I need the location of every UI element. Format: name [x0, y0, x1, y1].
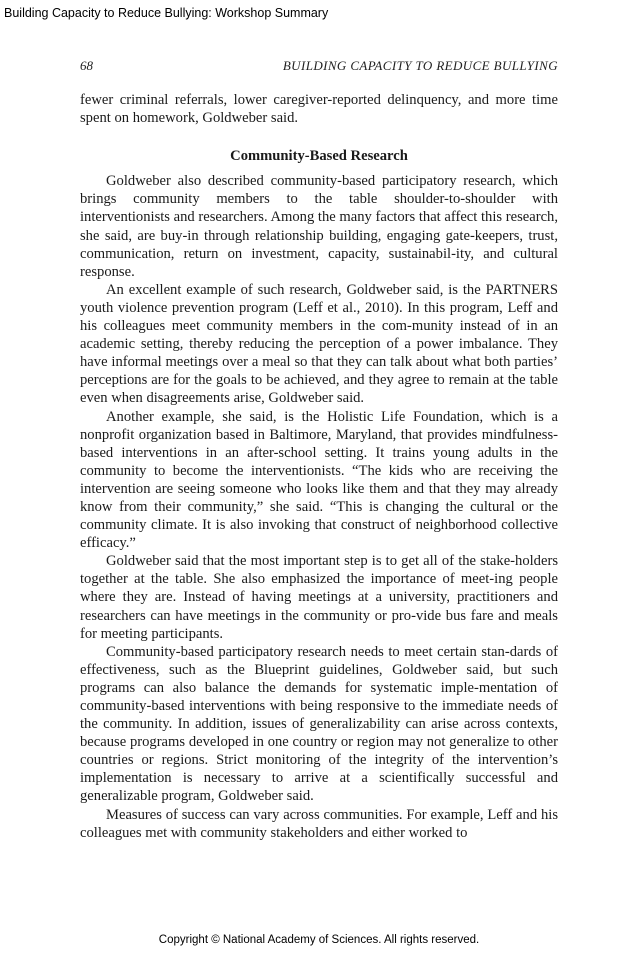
- running-head: [80, 58, 558, 76]
- section-heading: Community-Based Research: [230, 148, 408, 165]
- running-head-title: BUILDING CAPACITY TO REDUCE BULLYING: [282, 58, 558, 73]
- page-body: [80, 91, 558, 842]
- body-paragraph: Another example, she said, is the Holistic Life Foundation, which is a nonprofit organization based in Baltimore, Maryland, that provides mindfulness-based interventions in an after-school setting. It trains young adults in the community to become the interventionists. “The kids who are receiving the intervention are seeing someone who looks like them and that they may already know from their community,” she said. “This is changing the cultural or the community climate. It is also invoking that construct of neighborhood collective efficacy.”: [80, 408, 558, 552]
- body-paragraph: Goldweber also described community-based participatory research, which brings community members to the table shoulder-to-shoulder with interventionists and researchers. Among the many factors that affect this research, she said, are buy-in through relationship building, engaging gate-keepers, trust, communication, return on investment, capacity, sustainabil-ity, and cultural response.: [80, 173, 558, 280]
- body-paragraph: Goldweber said that the most important step is to get all of the stake-holders together at the table. She also emphasized the importance of meet-ing people where they are. Instead of having meetings at a university, practitioners and researchers can have meetings in the community or pro-vide bus fare and meals for meeting participants.: [80, 553, 558, 642]
- body-paragraph: An excellent example of such research, Goldweber said, is the PARTNERS youth violence prevention program (Leff et al., 2010). In this program, Leff and his colleagues meet community members in the com-munity instead of in an academic setting, thereby reducing the perception of a power imbalance. They have informal meetings over a meal so that they can talk about what both parties’ perceptions are for the goals to be achieved, and they agree to remain at the table even when disagreements arise, Goldweber said.: [80, 281, 558, 407]
- page-number: 68: [80, 58, 93, 73]
- body-paragraph: Community-based participatory research needs to meet certain stan-dards of effectiveness, such as the Blueprint guidelines, Goldweber said, but such programs can also balance the demands for systematic imple-mentation of community-based interventions with being responsive to the immediate needs of the community. In addition, issues of generalizability can arise across contexts, because programs developed in one country or region may not generalize to other countries or regions. Strict monitoring of the integrity of the intervention’s implementation is necessary to arrive at a scientifically successful and generalizable program, Goldweber said.: [80, 643, 558, 805]
- copyright-footer: Copyright © National Academy of Sciences. All rights reserved.: [158, 934, 480, 946]
- window-title: Building Capacity to Reduce Bullying: Workshop Summary: [4, 6, 329, 20]
- body-paragraph: Measures of success can vary across communities. For example, Leff and his colleagues met with community stakeholders and either worked to: [80, 806, 558, 841]
- continued-paragraph: fewer criminal referrals, lower caregiver-reported delinquency, and more time spent on homework, Goldweber said.: [80, 92, 558, 127]
